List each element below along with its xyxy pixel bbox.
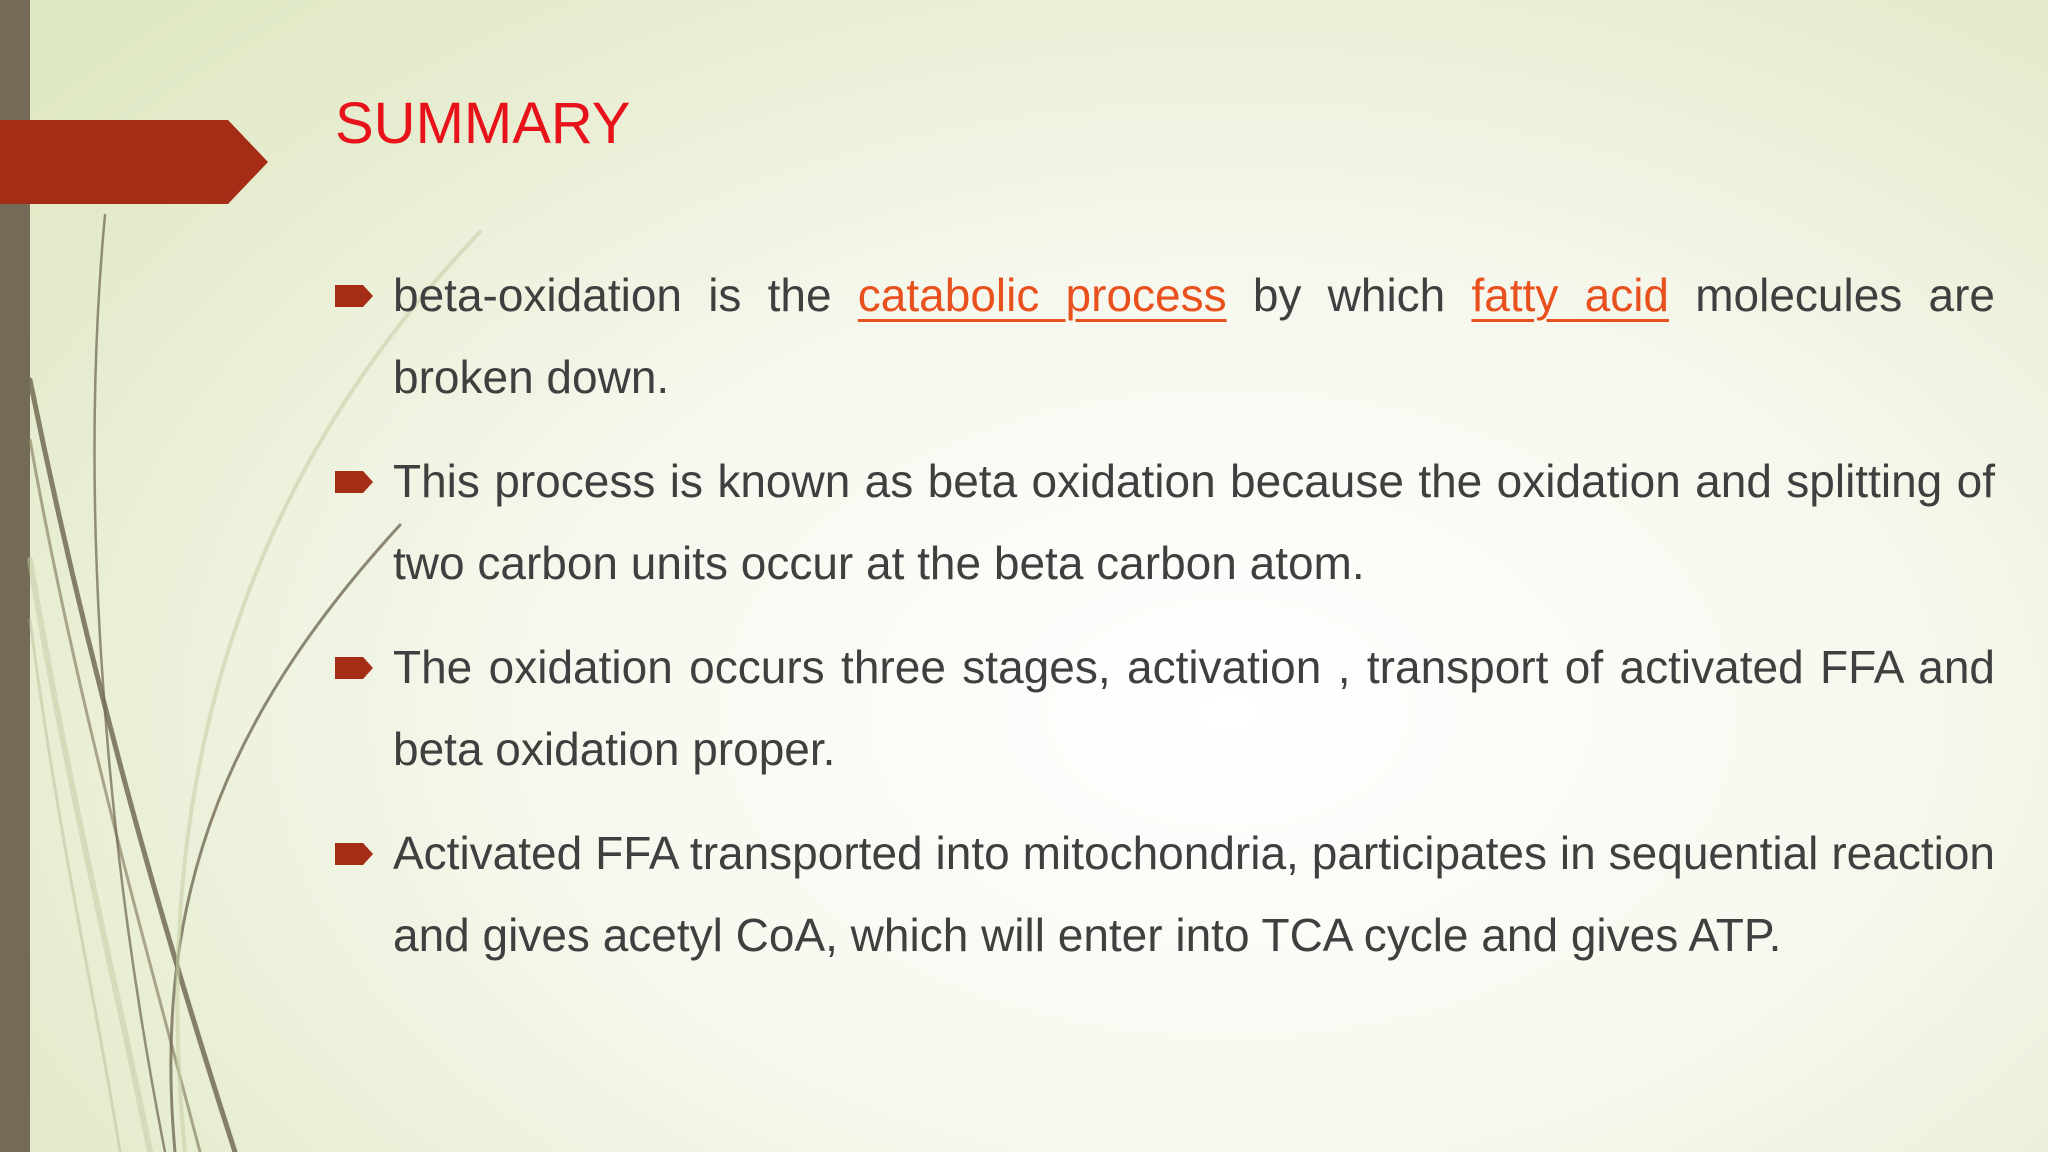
bullet-text: The oxidation occurs three stages, activation , transport of activated FFA and beta oxidation proper. (393, 641, 1995, 775)
bullet-list (335, 254, 1995, 998)
arrow-bullet-icon (335, 471, 373, 493)
arrow-bullet-icon (335, 843, 373, 865)
bullet-text: This process is known as beta oxidation because the oxidation and splitting of two carbon units occur at the beta carbon atom. (393, 455, 1995, 589)
title-arrow-shape (0, 120, 268, 204)
catabolic-process-link[interactable]: catabolic process (857, 269, 1227, 321)
arrow-bullet-icon (335, 285, 373, 307)
arrow-bullet-icon (335, 657, 373, 679)
bullet-item (335, 626, 1995, 790)
bullet-item (335, 254, 1995, 418)
bullet-text (393, 269, 1995, 403)
text-segment: molecules are broken down. (393, 269, 1996, 403)
bullet-item (335, 440, 1995, 604)
text-segment: by which (1226, 269, 1472, 321)
slide-title: SUMMARY (335, 91, 631, 156)
bullet-text: Activated FFA transported into mitochondria, participates in sequential reaction and gives acetyl CoA, which will enter into TCA cycle and gives ATP. (393, 827, 1995, 961)
fatty-acid-link[interactable]: fatty acid (1471, 269, 1669, 321)
bullet-item (335, 812, 1995, 976)
text-segment: beta-oxidation is the (393, 269, 858, 321)
